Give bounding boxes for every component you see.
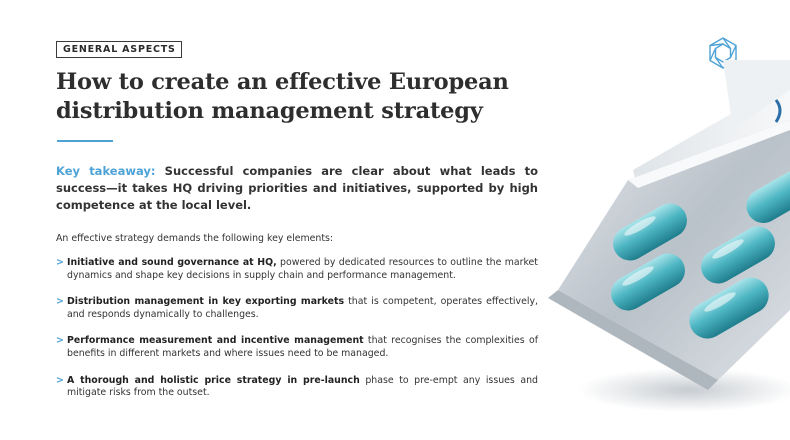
chevron-right-icon: > <box>56 257 64 268</box>
list-item <box>56 296 538 321</box>
section-tag: GENERAL ASPECTS <box>56 41 182 58</box>
chevron-right-icon: > <box>56 296 64 308</box>
title-underline <box>57 140 113 142</box>
list-item-text: powered by dedicated resources to outline the market dynamics and shape key decisions in supply chain and performance management. <box>67 257 538 281</box>
intro-text: An effective strategy demands the following key elements: <box>56 233 334 244</box>
key-elements-list <box>56 257 538 414</box>
pill-blister-illustration <box>548 60 790 420</box>
list-item <box>56 335 538 360</box>
list-item-text: phase to pre-empt any issues and mitigate risks from the outset. <box>67 374 539 399</box>
list-item-bold: Performance measurement and incentive management <box>67 335 364 347</box>
list-item <box>56 375 538 400</box>
list-item-bold: A thorough and holistic price strategy in pre-launch <box>67 374 360 386</box>
page-title: How to create an effective European distribution management strategy <box>56 69 509 124</box>
key-takeaway-label: Key takeaway: <box>56 164 156 178</box>
key-takeaway <box>56 163 538 214</box>
chevron-right-icon: > <box>56 335 64 347</box>
key-takeaway-text: Successful companies are clear about what leads to success—it takes HQ driving priorities and initiatives, supported by high competence at the local level. <box>56 164 538 212</box>
chevron-right-icon: > <box>56 374 64 386</box>
list-item-bold: Initiative and sound governance at HQ, <box>67 257 277 268</box>
list-item-text: that is competent, operates effectively, and responds dynamically to challenges. <box>67 296 538 320</box>
list-item-text: that recognises the complexities of benefits in different markets and where issues need to be managed. <box>67 335 538 359</box>
list-item-bold: Distribution management in key exporting markets <box>67 296 345 308</box>
list-item <box>56 257 538 282</box>
